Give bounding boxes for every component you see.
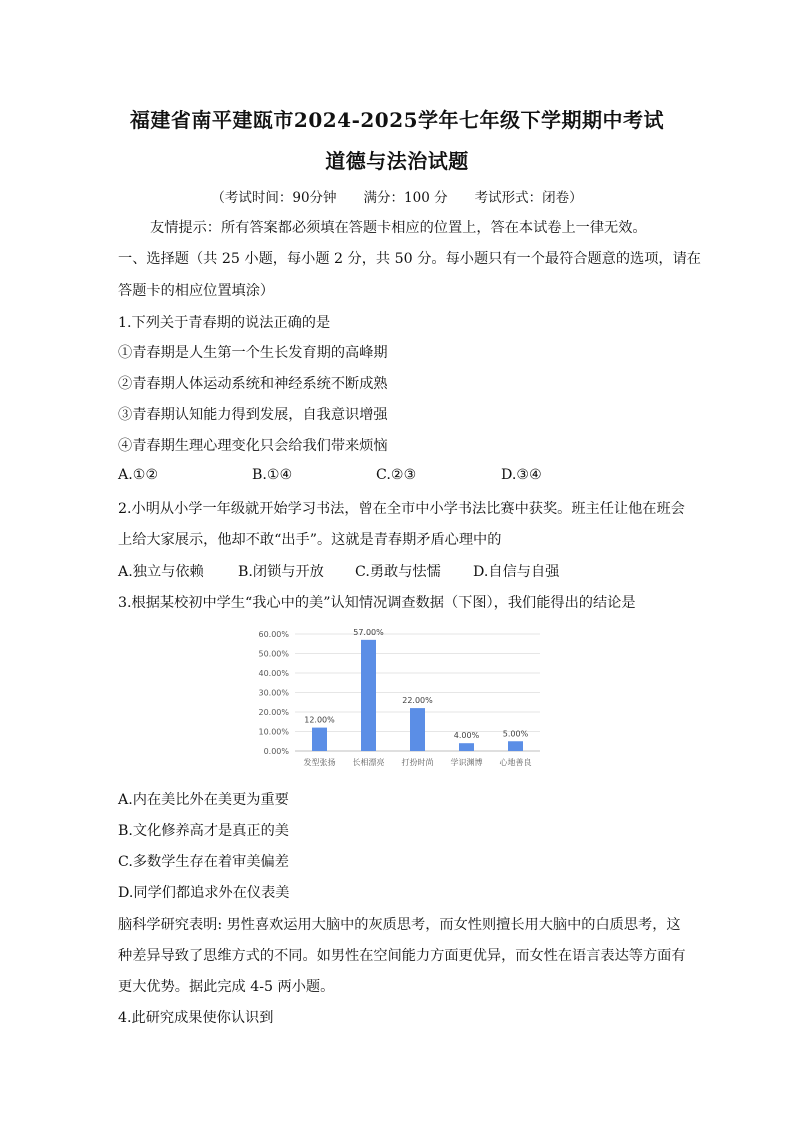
y-tick-label: 10.00% [258,727,289,737]
q2-option-b: B.闭锁与开放 [238,564,324,580]
page-subtitle: 道德与法治试题 [325,149,469,173]
q2-option-d: D.自信与自强 [473,564,560,580]
y-tick-label: 30.00% [258,688,289,698]
bar-value-label: 5.00% [502,729,529,739]
exam-info: （考试时间：90分钟 满分：100 分 考试形式：闭卷） [211,190,583,206]
bar [508,741,523,751]
passage-line2: 种差异导致了思维方式的不同。如男性在空间能力方面更优异，而女性在语言表达等方面有 [118,948,686,964]
bar [459,743,474,751]
q1-item: ①青春期是人生第一个生长发育期的高峰期 [118,345,388,361]
y-tick-label: 60.00% [258,630,289,639]
bar-value-label: 12.00% [304,715,335,725]
q3-option-a: A.内在美比外在美更为重要 [118,792,289,808]
x-category-label: 长相漂亮 [352,758,385,767]
q1-item: ②青春期人体运动系统和神经系统不断成熟 [118,376,388,392]
passage-line3: 更大优势。据此完成 4-5 两小题。 [118,979,335,995]
q1-option-b: B.①④ [252,467,293,483]
q2-stem-line2: 上给大家展示，他却不敢“出手”。这就是青春期矛盾心理中的 [118,532,502,548]
q3-option-b: B.文化修养高才是真正的美 [118,823,289,839]
q2-option-a: A.独立与依赖 [118,564,204,580]
q1-option-a: A.①② [118,467,159,483]
section-heading-line2: 答题卡的相应位置填涂） [118,283,275,299]
bar [312,728,327,751]
q1-item: ③青春期认知能力得到发展，自我意识增强 [118,407,388,423]
q3-option-d: D.同学们都追求外在仪表美 [118,885,290,901]
tip-text: 友情提示：所有答案都必须填在答题卡相应的位置上，答在本试卷上一律无效。 [150,220,647,236]
y-tick-label: 40.00% [258,669,289,678]
q3-stem: 3.根据某校初中学生“我心中的美”认知情况调查数据（下图），我们能得出的结论是 [118,595,636,611]
x-category-label: 打扮时尚 [401,758,434,767]
x-category-label: 发型张扬 [303,758,336,767]
x-category-label: 心地善良 [499,758,532,767]
bar-value-label: 57.00% [353,627,384,637]
passage-line1: 脑科学研究表明: 男性喜欢运用大脑中的灰质思考，而女性则擅长用大脑中的白质思考，这 [118,917,681,933]
y-tick-label: 0.00% [263,747,289,756]
page-title: 福建省南平建瓯市2024-2025学年七年级下学期期中考试 [129,108,665,132]
q1-item: ④青春期生理心理变化只会给我们带来烦恼 [118,438,388,454]
y-tick-label: 50.00% [258,649,289,659]
q1-option-c: C.②③ [376,467,417,483]
bar [361,640,376,751]
q3-option-c: C.多数学生存在着审美偏差 [118,854,289,870]
bar-value-label: 22.00% [402,696,433,706]
y-tick-label: 20.00% [258,708,289,717]
q2-option-c: C.勇敢与怯懦 [355,564,441,580]
section-heading-line1: 一、选择题（共 25 小题，每小题 2 分，共 50 分。每小题只有一个最符合题意的选项，请在 [118,251,701,267]
x-category-label: 学识渊博 [450,758,483,767]
q2-stem-line1: 2.小明从小学一年级就开始学习书法，曾在全市中小学书法比赛中获奖。班主任让他在班会 [118,501,685,517]
q1-option-d: D.③④ [501,467,542,483]
survey-bar-chart [250,620,550,770]
bar [410,708,425,751]
q1-stem: 1.下列关于青春期的说法正确的是 [118,315,331,331]
q4-stem: 4.此研究成果使你认识到 [118,1010,274,1026]
bar-value-label: 4.00% [453,731,480,741]
